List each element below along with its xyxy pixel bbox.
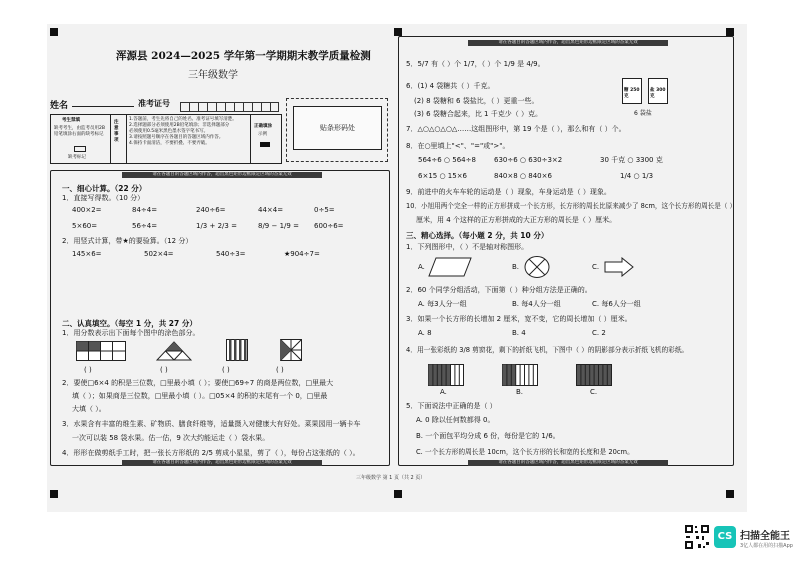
fraction-figure-rect [76,341,126,361]
calc-item: 44×4= [258,206,284,214]
fill-question-1: 1．用分数表示出下面每个图中的涂色部分。 [62,329,200,337]
answer-area-banner: 请在各题目的答题区域内作答，超出黑色矩形边框限定区域的答案无效 [468,460,668,466]
divider [126,114,127,164]
fraction-figure-triangle [156,341,192,361]
question-5: 5．5/7 有（ ）个 1/7，（ ）个 1/9 是 4/9。 [406,60,545,68]
choice-option[interactable]: A. [418,263,425,271]
qr-code-icon [684,524,710,550]
question-6-3: (3) 6 袋糖合起来，比 1 千克少（ ）克。 [414,110,542,118]
choice-option[interactable]: C. 每6人分一组 [592,300,641,308]
corner-mark [50,490,58,498]
notice-title: 考生禁填 [62,118,80,123]
choice-option[interactable]: B. 每4人分一组 [512,300,561,308]
fill-example-title: 正确填涂 [254,124,272,129]
parallelogram-icon [428,257,472,277]
exam-title: 浑源县 2024—2025 学年第一学期期末教学质量检测 [116,50,371,62]
compare-item: 840×8 ○ 840×6 [494,172,552,180]
choice-option[interactable]: C. 2 [592,329,606,337]
question-7: 7．△○△○△○△……这组图形中，第 19 个是（ ），那么和有（ ）个。 [406,125,626,133]
calc-item: 400×2= [72,206,102,214]
section-1-title: 一、细心计算。（22 分） [62,184,147,193]
notes-label: 注意事项 [114,120,119,143]
paper-figure-a [428,364,464,386]
fill-example-sub: 示例 [258,132,267,137]
compare-item: 630÷6 ○ 630÷3×2 [494,156,563,164]
corner-mark [394,490,402,498]
name-field[interactable] [72,97,134,107]
calc-item: 1/3 + 2/3 = [196,222,237,230]
fill-blank[interactable]: ( ) [84,366,92,374]
fill-blank[interactable]: ( ) [222,366,230,374]
section-3-title: 三、精心选择。（每小题 2 分，共 10 分） [406,231,549,240]
question-6: 6．(1) 4 袋糖共（ ）千克。 [406,82,495,90]
paper-figure-b [502,364,538,386]
question-9: 9．前进中的火车车轮的运动是（ ）现象，车身运动是（ ）现象。 [406,188,611,196]
corner-mark [394,28,402,36]
notes-list [129,117,237,147]
fill-question-2-cont: 大填（ ）。 [72,405,106,413]
fill-blank[interactable]: ( ) [276,366,284,374]
id-label: 准考证号 [138,99,170,108]
calc-item: 84÷4= [132,206,158,214]
paper-figure-c [576,364,612,386]
compare-item: 564÷6 ○ 564÷8 [418,156,476,164]
calc-item: 5×60= [72,222,98,230]
notes-line: 1.答题前，考生先将自己的姓名、准考证号填写清楚。 [129,117,237,122]
compare-item: 6×15 ○ 15×6 [418,172,468,180]
calc-item: 56÷4= [132,222,158,230]
brand-name: 扫描全能王 [740,531,790,542]
corner-mark [726,28,734,36]
choice-option[interactable]: A. [440,388,447,396]
vertical-calc-item: 502×4= [144,250,174,258]
section-2-title: 二、认真填空。（每空 1 分，共 27 分） [62,319,197,328]
fraction-figure-stripes [226,339,248,361]
choice-question-2: 2．60 个同学分组活动，下面第（ ）种分组方法是正确的。 [406,286,592,294]
answer-area-banner: 请在各题目的答题区域内作答，超出黑色矩形边框限定区域的答案无效 [122,460,322,466]
camscanner-logo: CS [714,526,736,548]
fill-question-2: 2．要使□6×4 的积是三位数，□里最小填（ ）；要使□69÷7 的商是两位数，□里最大 [62,379,334,387]
choice-option[interactable]: C. [592,263,600,271]
sugar-bag-label: 糖 250克 [624,88,640,99]
page-footer: 三年级数学 第 1 页（共 2 页） [356,475,426,481]
divider [110,114,111,164]
crossed-circle-icon [524,255,550,279]
exam-subject: 三年级数学 [188,70,238,81]
choice-option[interactable]: A. 8 [418,329,432,337]
calc-item: 0÷5= [314,206,335,214]
vertical-calc-item: ★904÷7= [284,250,320,258]
sticker-label: 贴条形码处 [320,124,355,132]
notes-line: 3.请按照题号顺序在各题目的答题区域内作答。 [129,135,224,140]
choice-option[interactable]: A. 每3人分一组 [418,300,467,308]
question-10: 10．小旭用两个完全一样的正方形拼成一个长方形，长方形的周长比原来减少了 8cm，这个长方形的周长是（ ） [406,202,737,210]
salt-count-label: 6 袋盐 [634,110,652,117]
fill-question-3-cont: 一次可以装 58 袋水果。估一估，9 次大约能运走（ ）袋水果。 [72,434,270,442]
compare-item: 30 千克 ○ 3300 克 [600,156,663,164]
choice-option[interactable]: C. [590,388,598,396]
arrow-shape-icon [604,257,634,277]
choice-question-3: 3．如果一个长方形的长增加 2 厘米，宽不变，它的周长增加（ ）厘米。 [406,315,632,323]
answer-area-banner: 请在各题目的答题区域内作答，超出黑色矩形边框限定区域的答案无效 [468,40,668,46]
question-10-cont: 厘米，用 4 个这样的正方形拼成的大正方形的周长是（ ）厘米。 [416,216,617,224]
choice-option[interactable]: C. 一个长方形的周长是 10cm，这个长方形的长和宽的长度和是 20cm。 [416,448,634,456]
question-1-1: 1．直接写得数。（10 分） [62,194,145,202]
question-1-2: 2．用竖式计算，带★的要验算。（12 分） [62,237,193,245]
calc-item: 8/9 − 1/9 = [258,222,299,230]
fraction-figure-square [280,339,302,361]
choice-option[interactable]: B. 一个面包平均分成 6 份，每份是它的 1/6。 [416,432,560,440]
brand-tagline: 3亿人都在用的扫描App [740,543,793,549]
answer-area-banner: 请在各题目的答题区域内作答，超出黑色矩形边框限定区域的答案无效 [122,172,322,178]
notes-line: 必须使用0.5毫米黑色墨水签字笔书写。 [129,129,209,134]
choice-option[interactable]: B. [512,263,520,271]
choice-question-1: 1．下列图形中，（ ）不是轴对称图形。 [406,243,529,251]
question-6-2: (2) 8 袋糖和 6 袋盐比，（ ）更重一些。 [414,97,539,105]
compare-item: 1/4 ○ 1/3 [620,172,654,180]
divider [250,114,251,164]
fill-blank[interactable]: ( ) [160,366,168,374]
name-label: 姓名 [50,101,69,111]
calc-item: 600÷6= [314,222,344,230]
choice-question-5: 5．下面说法中正确的是（ ） [406,402,497,410]
fill-question-2-cont: 填（ ）；如果商是三位数，□里最小填（ ）。□05×4 的积的末尾有一个 0，□里最 [72,392,328,400]
choice-question-4: 4．用一张彩纸的 3/8 剪窗花，剩下的折纸飞机，下图中（ ）的阴影部分表示折纸飞机的彩纸。 [406,346,689,354]
fill-example-mark [260,142,270,147]
id-boxes[interactable] [180,97,282,107]
notes-line: 2.选择题部分必须使用2B铅笔填涂；非选择题部分 [129,123,230,128]
calc-item: 240÷6= [196,206,226,214]
fill-question-4: 4．形形在做剪纸手工时，把一张长方形纸的 2/5 剪成小星星，剪了（ ），每份占这张纸的（ ）。 [62,449,360,457]
choice-option[interactable]: B. [516,388,524,396]
fill-question-3: 3．水果含有丰富的维生素、矿物质、膳食纤维等，适量摄入对健康大有好处。菜果园用一辆卡车 [62,420,361,428]
absent-mark-label: 缺考标记 [68,155,86,160]
corner-mark [726,490,734,498]
corner-mark [50,28,58,36]
vertical-calc-item: 145×6= [72,250,102,258]
choice-option[interactable]: A. 0 除以任何数都得 0。 [416,416,495,424]
salt-bag-label: 盐 300克 [650,88,666,99]
notice-body: 缺考考生，由监考员用2B铅笔填涂右面的缺考标记 [54,126,105,137]
absent-checkbox[interactable] [74,146,86,152]
vertical-calc-item: 540÷3= [216,250,246,258]
notes-line: 4.保持卡面清洁，不要折叠、不要弄破。 [129,141,210,146]
choice-option[interactable]: B. 4 [512,329,526,337]
question-8: 8．在○里填上"<"、"="或">"。 [406,142,510,150]
